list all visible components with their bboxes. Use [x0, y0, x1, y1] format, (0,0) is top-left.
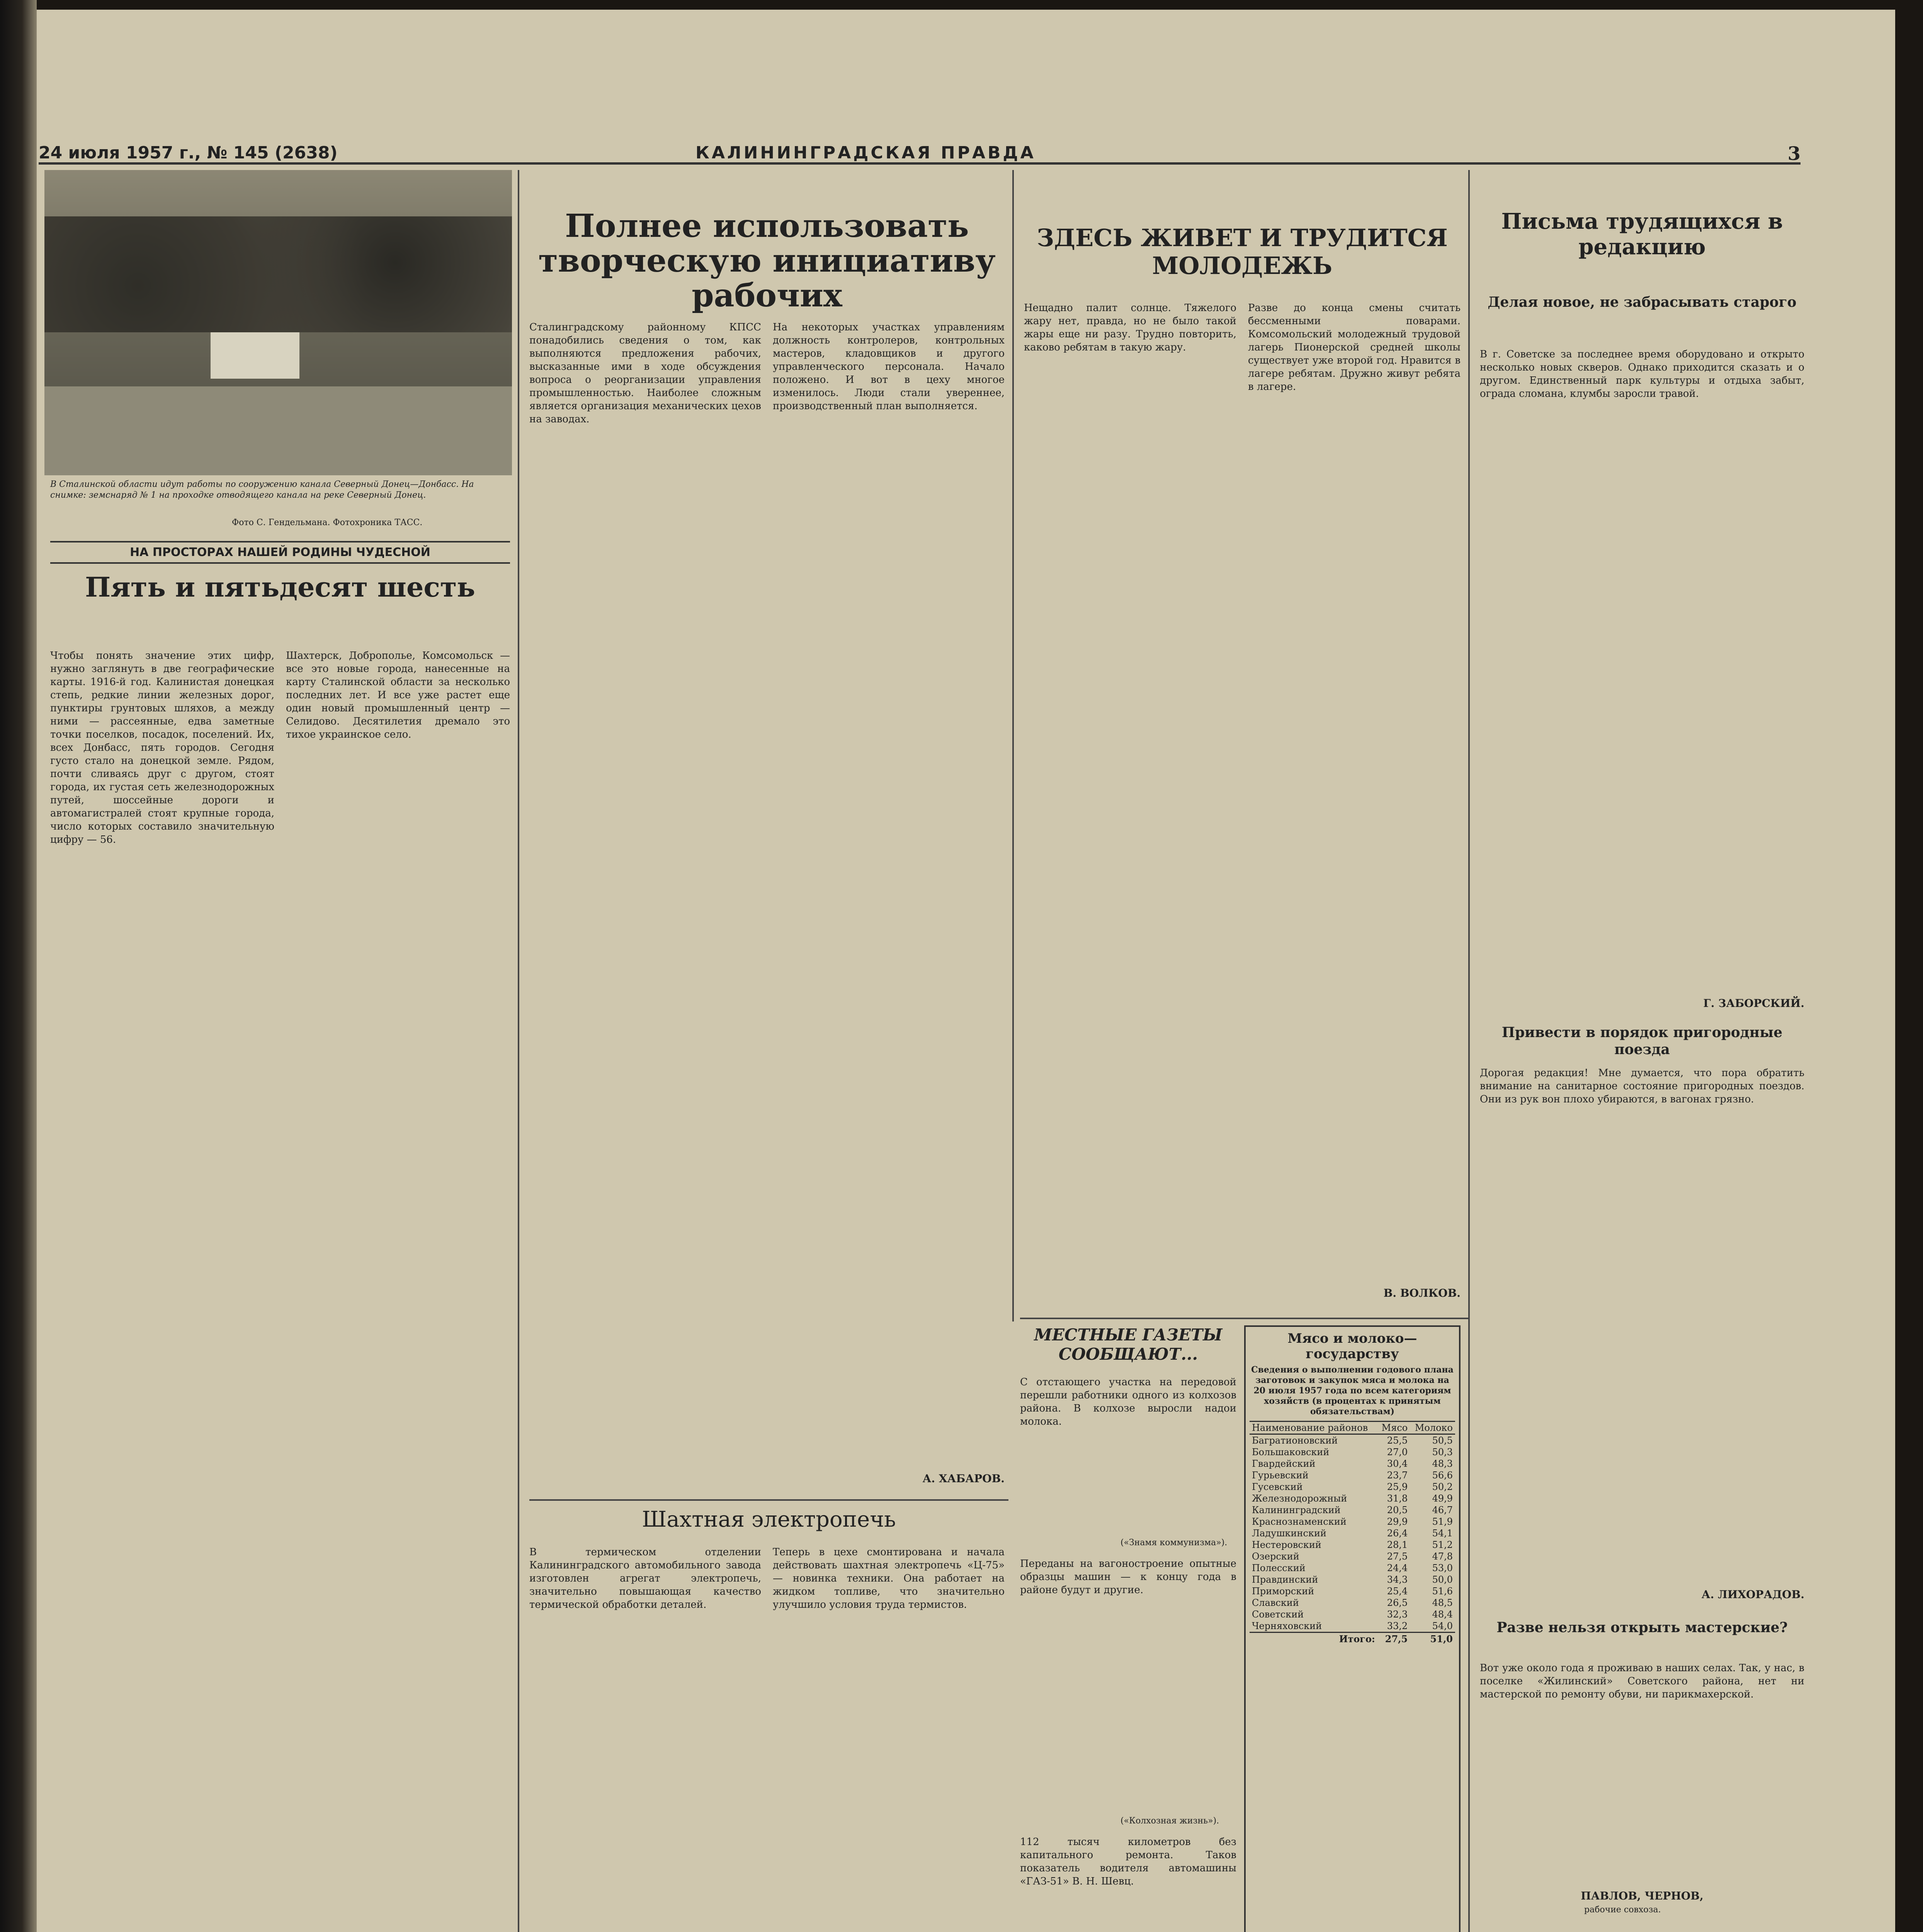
row-meat: 25,9 [1387, 1481, 1408, 1492]
table-row [1250, 1527, 1455, 1539]
article-mine-col1: В термическом отделении Калининградского автомобильного завода изготовлен агрегат электропечь, значительно повышающая качество термической обработки деталей. [529, 1546, 761, 1611]
row-meat: 27,0 [1387, 1447, 1408, 1458]
photo-canal-works [44, 170, 512, 475]
article-initiative-title: Полнее использовать творческую инициативу рабочих [538, 207, 996, 314]
row-district: Советский [1252, 1609, 1304, 1620]
section-rule [529, 1499, 1008, 1501]
table-row [1250, 1504, 1455, 1516]
article-mine-col2: Теперь в цехе смонтирована и начала действовать шахтная электропечь «Ц-75» — новинка техники. Она работает на жидком топливе, что значительно улучшило условия труда термистов. [773, 1546, 1005, 1611]
row-milk: 54,0 [1432, 1621, 1453, 1631]
milk-table-box [1244, 1325, 1461, 1932]
row-meat: 26,5 [1387, 1597, 1408, 1608]
article-55-col1: Чтобы понять значение этих цифр, нужно заглянуть в две географические карты. 1916-й год. Калинистая донецкая степь, редкие линии железных дорог, пунктиры грунтовых шляхов, а между ними — рассеянные, едва заметные точки поселков, посадок, поселений. Их, всех Донбасс, пять городов. Сегодня густо стало на донецкой земле. Рядом, почти сливаясь друг с другом, стоят города, их густая сеть железнодорожных путей, шоссейные дороги и автомагистралей стоят крупные города, число которых составило значительную цифру — 56. [50, 650, 274, 845]
table-row [1250, 1539, 1455, 1551]
row-district: Озерский [1252, 1551, 1299, 1562]
milk-table-subtitle: Сведения о выполнении годового плана заготовок и закупок мяса и молока на 20 июля 1957 года по всем категориям хозяйств (в процентах к принятым обязательствам) [1251, 1365, 1454, 1417]
letter3-signature: ПАВЛОВ, ЧЕРНОВ, [1581, 1889, 1704, 1902]
table-row [1250, 1620, 1455, 1633]
newspaper-title: КАЛИНИНГРАДСКАЯ ПРАВДА [695, 143, 1036, 163]
row-district: Черняховский [1252, 1621, 1322, 1631]
table-row [1250, 1446, 1455, 1458]
row-meat: 29,9 [1387, 1516, 1408, 1527]
table-row [1250, 1585, 1455, 1597]
letters-title: Письма трудящихся в редакцию [1501, 209, 1783, 260]
local-papers-item3: 112 тысяч километров без капитального ремонта. Таков показатель водителя автомашины «ГАЗ-51» В. Н. Шевц. [1020, 1836, 1236, 1887]
row-meat: 32,3 [1387, 1609, 1408, 1620]
row-milk: 54,1 [1432, 1528, 1453, 1539]
row-milk: 48,4 [1432, 1609, 1453, 1620]
milk-table [1250, 1421, 1455, 1645]
photo-trees [44, 216, 512, 332]
section-rule [1020, 1318, 1468, 1319]
row-district: Краснознаменский [1252, 1516, 1347, 1527]
row-district: Калининградский [1252, 1505, 1341, 1515]
row-milk: 50,3 [1432, 1447, 1453, 1458]
milk-table-title: Мясо и молоко—государству [1287, 1331, 1417, 1362]
row-milk: 48,5 [1432, 1597, 1453, 1608]
article-youth-col2: Разве до конца смены считать бессменными поварами. Комсомольский молодежный трудовой лагерь Пионерской средней школы существует уже второй год. Нравится в лагере ребятам. Дружно живут ребята в лагере. [1248, 302, 1461, 393]
row-district: Гусевский [1252, 1481, 1303, 1492]
row-meat: 23,7 [1387, 1470, 1408, 1481]
row-milk: 56,6 [1432, 1470, 1453, 1481]
letter1-signature: Г. ЗАБОРСКИЙ. [1703, 997, 1804, 1010]
letter3-text: Вот уже около года я проживаю в наших селах. Так, у нас, в поселке «Жилинский» Советского района, нет ни мастерской по ремонту обуви, ни парикмахерской. [1480, 1662, 1804, 1700]
total-label: Итого: [1339, 1633, 1375, 1645]
table-row [1250, 1493, 1455, 1504]
row-district: Железнодорожный [1252, 1493, 1347, 1504]
table-row [1250, 1434, 1455, 1447]
table-row [1250, 1469, 1455, 1481]
table-total-row [1250, 1633, 1455, 1645]
page-binding [0, 0, 37, 1932]
table-row [1250, 1516, 1455, 1527]
row-milk: 51,6 [1432, 1586, 1453, 1597]
local-papers-title: МЕСТНЫЕ ГАЗЕТЫ СООБЩАЮТ... [1034, 1325, 1222, 1364]
table-header: Молоко [1415, 1422, 1453, 1433]
local-papers-src1: («Знамя коммунизма»). [1120, 1538, 1228, 1548]
total-meat: 27,5 [1385, 1633, 1408, 1645]
article-mine-title: Шахтная электропечь [642, 1507, 896, 1532]
column-rule [518, 170, 519, 1932]
row-milk: 46,7 [1432, 1505, 1453, 1515]
article-initiative-signature: А. ХАБАРОВ. [922, 1472, 1005, 1485]
table-header: Мясо [1381, 1422, 1408, 1433]
local-papers-item1: С отстающего участка на передовой перешли работники одного из колхозов района. В колхозе выросли надои молока. [1020, 1376, 1236, 1427]
row-district: Гвардейский [1252, 1458, 1316, 1469]
photo-caption: В Сталинской области идут работы по сооружению канала Северный Донец—Донбасс. На снимке: земснаряд № 1 на проходке отводящего канала на реке Северный Донец. [50, 480, 474, 500]
row-milk: 51,9 [1432, 1516, 1453, 1527]
row-district: Гурьевский [1252, 1470, 1309, 1481]
row-milk: 50,5 [1432, 1435, 1453, 1446]
table-row [1250, 1597, 1455, 1609]
row-milk: 53,0 [1432, 1563, 1453, 1573]
letter3-title: Разве нельзя открыть мастерские? [1496, 1619, 1788, 1636]
letter2-text: Дорогая редакция! Мне думается, что пора обратить внимание на санитарное состояние пригородных поездов. Они из рук вон плохо убираются, в вагонах грязно. [1480, 1067, 1804, 1105]
local-papers-src2: («Колхозная жизнь»). [1120, 1816, 1219, 1826]
row-district: Ладушкинский [1252, 1528, 1326, 1539]
rubric-native-land: НА ПРОСТОРАХ НАШЕЙ РОДИНЫ ЧУДЕСНОЙ [50, 541, 510, 564]
photo-dredger [211, 332, 299, 379]
row-district: Нестеровский [1252, 1539, 1321, 1550]
page-number: 3 [1787, 143, 1801, 165]
table-header: Наименование районов [1252, 1422, 1368, 1433]
letter1-text: В г. Советске за последнее время оборудовано и открыто несколько новых скверов. Однако приходится сказать и о другом. Единственный парк культуры и отдыха забыт, ограда сломана, клумбы заросли травой. [1480, 349, 1804, 400]
table-row [1250, 1562, 1455, 1574]
row-meat: 25,5 [1387, 1435, 1408, 1446]
row-meat: 26,4 [1387, 1528, 1408, 1539]
row-milk: 51,2 [1432, 1539, 1453, 1550]
article-55-title: Пять и пятьдесят шесть [85, 571, 475, 603]
photo-water [44, 386, 512, 475]
column-rule [1468, 170, 1470, 1932]
page-header [39, 143, 1801, 165]
row-district: Полесский [1252, 1563, 1306, 1573]
row-meat: 25,4 [1387, 1586, 1408, 1597]
table-row [1250, 1481, 1455, 1493]
row-milk: 47,8 [1432, 1551, 1453, 1562]
row-meat: 31,8 [1387, 1493, 1408, 1504]
article-initiative-col1: Сталинградскому районному КПСС понадобились сведения о том, как выполняются предложения рабочих, высказанные ими в ходе обсуждения вопроса о реорганизации управления промышленностью. Наиболее сложным является организация механических цехов на заводах. [529, 321, 761, 425]
row-meat: 33,2 [1387, 1621, 1408, 1631]
row-milk: 49,9 [1432, 1493, 1453, 1504]
row-milk: 50,2 [1432, 1481, 1453, 1492]
article-initiative-col2: На некоторых участках управлениям должность контролеров, контрольных мастеров, кладовщиков и другого управленческого персонала. Начало положено. И вот в цеху многое изменилось. Люди стали увереннее, производственный план выполняется. [773, 321, 1005, 412]
local-papers-item2: Переданы на вагоностроение опытные образцы машин — к концу года в районе будут и другие. [1020, 1558, 1236, 1596]
total-milk: 51,0 [1430, 1633, 1453, 1645]
row-meat: 34,3 [1387, 1574, 1408, 1585]
row-meat: 24,4 [1387, 1563, 1408, 1573]
article-youth-col1: Нещадно палит солнце. Тяжелого жару нет, правда, но не было такой жары еще ни разу. Трудно повторить, каково ребятам в такую жару. [1024, 302, 1236, 353]
table-row [1250, 1551, 1455, 1562]
letter3-role: рабочие совхоза. [1584, 1905, 1661, 1915]
row-meat: 30,4 [1387, 1458, 1408, 1469]
row-district: Правдинский [1252, 1574, 1318, 1585]
row-district: Приморский [1252, 1586, 1314, 1597]
table-row [1250, 1574, 1455, 1585]
article-55-col2: Шахтерск, Доброполье, Комсомольск — все это новые города, нанесенные на карту Сталинской области за несколько последних лет. И все уже растет еще один новый промышленный центр — Селидово. Десятилетия дремало это тихое украинское село. [286, 650, 510, 740]
row-district: Славский [1252, 1597, 1299, 1608]
article-youth-signature: В. ВОЛКОВ. [1383, 1287, 1461, 1299]
photo-credit: Фото С. Гендельмана. Фотохроника ТАСС. [232, 518, 423, 527]
table-row [1250, 1458, 1455, 1469]
row-meat: 27,5 [1387, 1551, 1408, 1562]
column-rule [1012, 170, 1014, 1321]
letter2-title: Привести в порядок пригородные поезда [1501, 1024, 1783, 1058]
row-meat: 20,5 [1387, 1505, 1408, 1515]
letter1-title: Делая новое, не забрасывать старого [1488, 294, 1797, 310]
row-district: Большаковский [1252, 1447, 1330, 1458]
letter2-signature: А. ЛИХОРАДОВ. [1701, 1588, 1804, 1601]
issue-date: 24 июля 1957 г., № 145 (2638) [39, 143, 338, 163]
row-meat: 28,1 [1387, 1539, 1408, 1550]
table-row [1250, 1609, 1455, 1620]
row-milk: 50,0 [1432, 1574, 1453, 1585]
row-milk: 48,3 [1432, 1458, 1453, 1469]
row-district: Багратионовский [1252, 1435, 1338, 1446]
article-youth-title: ЗДЕСЬ ЖИВЕТ И ТРУДИТСЯ МОЛОДЕЖЬ [1037, 224, 1448, 280]
